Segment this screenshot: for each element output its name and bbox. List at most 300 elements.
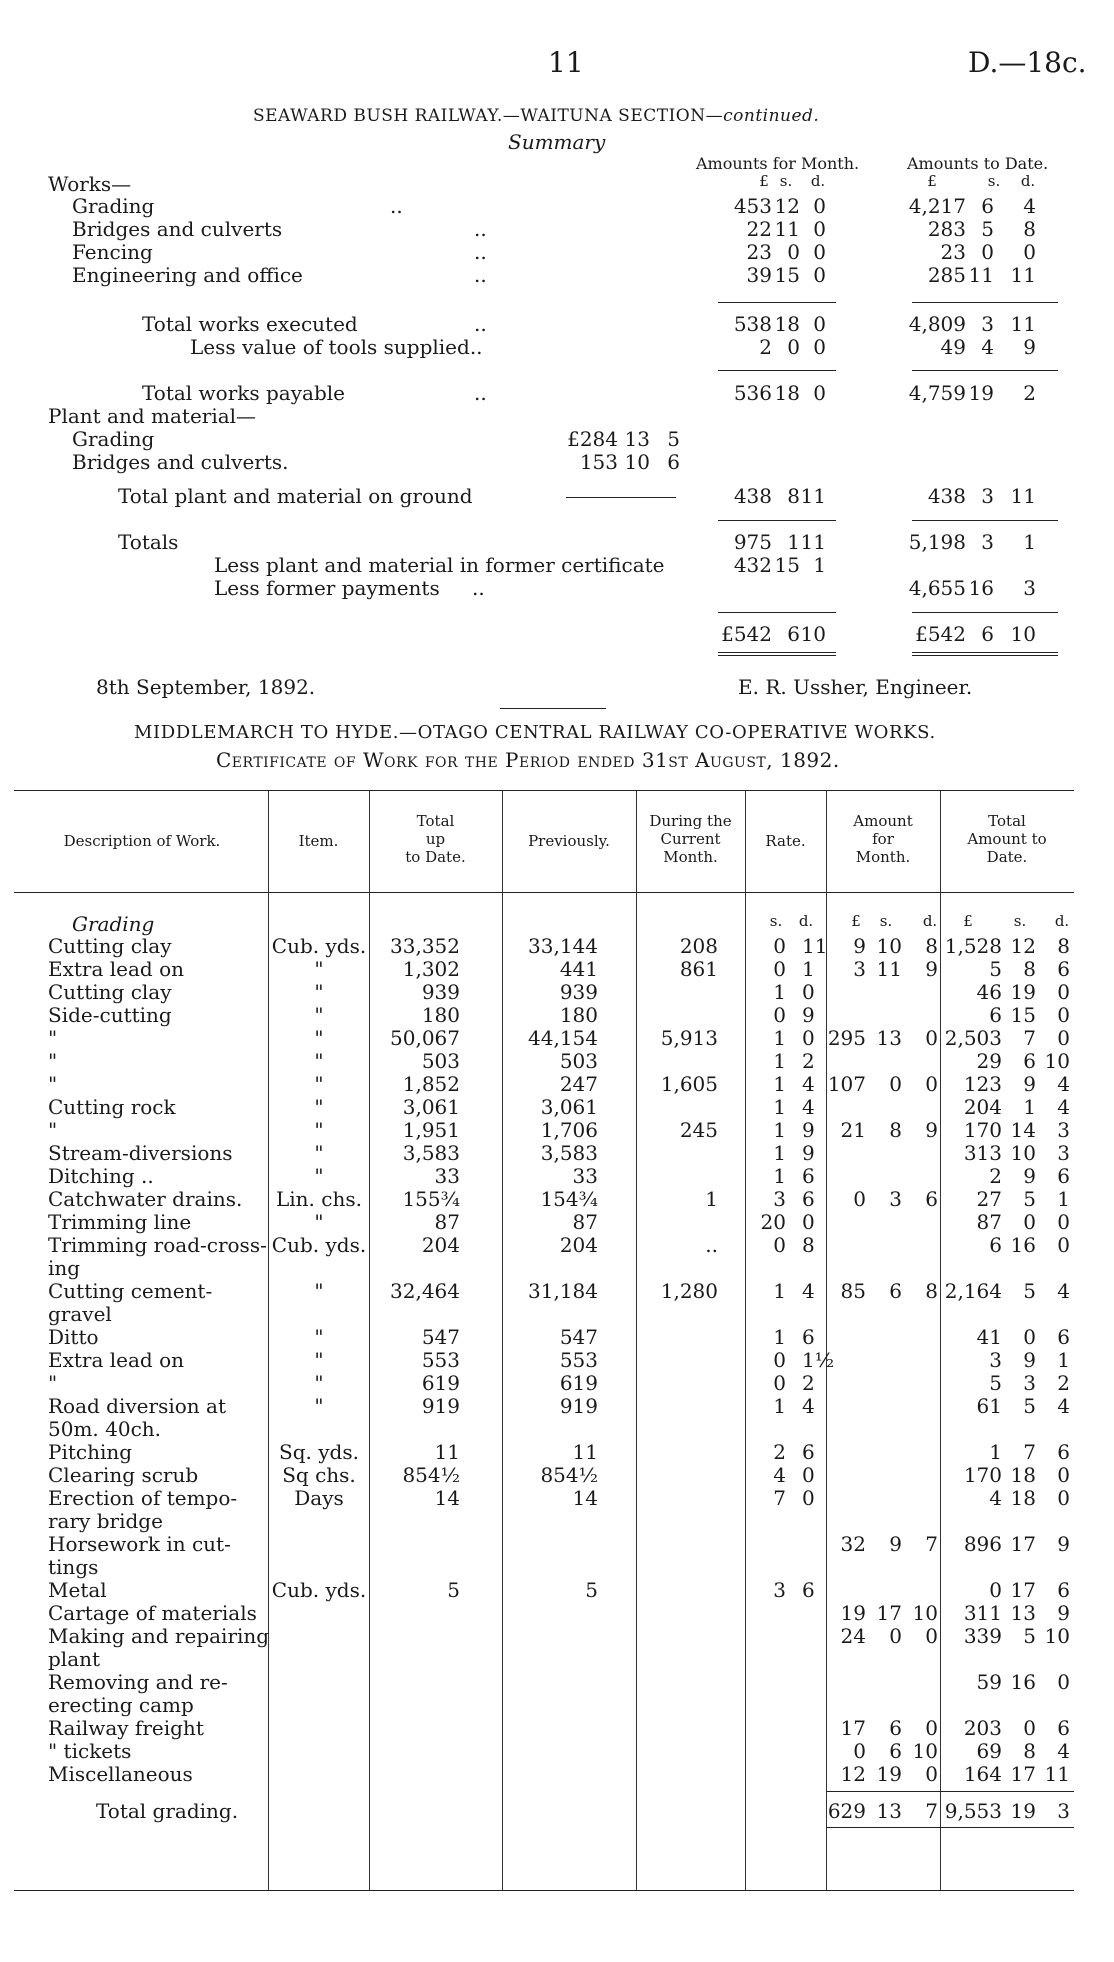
row-previously: 547 [559, 1325, 598, 1349]
row-rate-d: 9 [802, 1141, 815, 1165]
row-total-to-date: 87 [434, 1210, 460, 1234]
row-total-to-date: 503 [421, 1049, 460, 1073]
row-rate-d: 11 [802, 934, 828, 958]
row-item: " [314, 1210, 324, 1234]
row-description: Removing and re- [48, 1670, 228, 1694]
row-total-to-date: 939 [421, 980, 460, 1004]
row-description: Clearing scrub [48, 1463, 199, 1487]
row-total-amount-pounds: 69 [976, 1739, 1002, 1763]
row-rate-s: 0 [773, 934, 786, 958]
row-description: Trimming road-cross- [48, 1233, 267, 1257]
summary-row-dots: .. [474, 240, 487, 264]
row-rate-s: 3 [773, 1578, 786, 1602]
totals-month-pounds: 975 [733, 530, 772, 554]
summary-month-pounds: 39 [746, 263, 772, 287]
final-month-pence: 10 [800, 622, 826, 646]
total-rule-totamt [940, 1791, 1074, 1792]
final-date-shillings: 6 [981, 622, 994, 646]
header-previously: Previously. [528, 832, 610, 850]
row-total-to-date: 3,583 [402, 1141, 460, 1165]
row-description: " [48, 1371, 58, 1395]
row-rate-d: 0 [802, 980, 815, 1004]
total-grading-label: Total grading. [96, 1799, 239, 1823]
row-description: " tickets [48, 1739, 132, 1763]
row-rate-s: 1 [773, 1026, 786, 1050]
row-rate-s: 0 [773, 1348, 786, 1372]
row-total-amount-pence: 4 [1057, 1279, 1070, 1303]
total-executed-date-pounds: 4,809 [908, 312, 966, 336]
header-amount-0: Amount [853, 812, 913, 830]
row-total-to-date: 1,302 [402, 957, 460, 981]
rule-month-2 [718, 370, 836, 371]
row-amount-shillings: 6 [889, 1739, 902, 1763]
rate-lsd-s: s. [769, 912, 783, 930]
row-total-amount-shillings: 7 [1023, 1440, 1036, 1464]
row-previously: 11 [572, 1440, 598, 1464]
row-rate-d: 1½ [802, 1348, 835, 1372]
row-total-amount-pounds: 203 [963, 1716, 1002, 1740]
row-description: Pitching [48, 1440, 133, 1464]
row-total-to-date: 11 [434, 1440, 460, 1464]
row-total-to-date: 919 [421, 1394, 460, 1418]
plant-row-label: Bridges and culverts. [72, 450, 289, 474]
plant-amount-shillings: 13 [624, 427, 650, 451]
row-rate-d: 9 [802, 1003, 815, 1027]
summary-date-pounds: 4,217 [908, 194, 966, 218]
tot-lsd-2: d. [1054, 912, 1070, 930]
row-item: " [314, 1325, 324, 1349]
row-amount-pounds: 9 [853, 934, 866, 958]
header-total-amount-2: Date. [986, 848, 1028, 866]
total-totamt-shillings: 19 [1010, 1799, 1036, 1823]
row-total-amount-pounds: 311 [963, 1601, 1002, 1625]
row-description: Trimming line [48, 1210, 192, 1234]
row-previously: 919 [559, 1394, 598, 1418]
row-total-to-date: 14 [434, 1486, 460, 1510]
total-executed-date-pence: 11 [1010, 312, 1036, 336]
row-total-amount-pounds: 170 [963, 1118, 1002, 1142]
summary-row-dots: .. [390, 194, 403, 218]
row-amount-pence: 0 [925, 1624, 938, 1648]
row-total-to-date: 547 [421, 1325, 460, 1349]
row-rate-s: 1 [773, 1049, 786, 1073]
totals-month-shillings: 1 [787, 530, 800, 554]
row-rate-s: 20 [760, 1210, 786, 1234]
row-item: " [314, 1164, 324, 1188]
row-rate-s: 1 [773, 1072, 786, 1096]
row-total-amount-shillings: 5 [1023, 1624, 1036, 1648]
row-total-amount-shillings: 10 [1010, 1141, 1036, 1165]
row-rate-d: 4 [802, 1072, 815, 1096]
row-amount-shillings: 9 [889, 1532, 902, 1556]
row-total-amount-pence: 0 [1057, 1026, 1070, 1050]
row-rate-d: 6 [802, 1325, 815, 1349]
row-total-amount-shillings: 17 [1010, 1532, 1036, 1556]
totals-date-pounds: 5,198 [908, 530, 966, 554]
row-rate-s: 1 [773, 1279, 786, 1303]
row-total-amount-pence: 3 [1057, 1141, 1070, 1165]
row-total-amount-shillings: 18 [1010, 1486, 1036, 1510]
row-rate-d: 2 [802, 1049, 815, 1073]
final-month-pounds: £542 [721, 622, 772, 646]
summary-month-pounds: 22 [746, 217, 772, 241]
row-amount-pence: 10 [912, 1739, 938, 1763]
header-current-2: Month. [663, 848, 718, 866]
row-total-amount-shillings: 7 [1023, 1026, 1036, 1050]
row-previously: 854½ [540, 1463, 598, 1487]
certificate-title: MIDDLEMARCH TO HYDE.—OTAGO CENTRAL RAILWAY CO-OPERATIVE WORKS. [134, 722, 936, 743]
header-total-amount-0: Total [988, 812, 1026, 830]
summary-month-shillings: 11 [774, 217, 800, 241]
row-rate-d: 4 [802, 1394, 815, 1418]
row-total-amount-pounds: 896 [963, 1532, 1002, 1556]
row-total-amount-shillings: 17 [1010, 1762, 1036, 1786]
row-previously: 1,706 [540, 1118, 598, 1142]
row-total-to-date: 155¾ [402, 1187, 460, 1211]
row-total-to-date: 204 [421, 1233, 460, 1257]
row-amount-pounds: 32 [840, 1532, 866, 1556]
row-rate-s: 2 [773, 1440, 786, 1464]
row-total-to-date: 32,464 [390, 1279, 460, 1303]
row-description-cont: gravel [48, 1302, 112, 1326]
row-total-amount-pence: 0 [1057, 1463, 1070, 1487]
tot-lsd-1: s. [1013, 912, 1027, 930]
row-amount-shillings: 17 [876, 1601, 902, 1625]
lsd-header-month-1: s. [779, 172, 793, 190]
row-total-amount-shillings: 16 [1010, 1233, 1036, 1257]
row-current-month: .. [705, 1233, 718, 1257]
row-total-amount-pence: 6 [1057, 1578, 1070, 1602]
plant-amount-pence: 5 [667, 427, 680, 451]
row-total-amount-shillings: 9 [1023, 1164, 1036, 1188]
column-divider-4 [745, 790, 746, 1890]
row-previously: 87 [572, 1210, 598, 1234]
less-payments-label: Less former payments [214, 576, 440, 600]
row-description: Making and repairing [48, 1624, 270, 1648]
rule-month-5a [718, 652, 836, 653]
row-total-amount-pounds: 61 [976, 1394, 1002, 1418]
row-rate-d: 6 [802, 1440, 815, 1464]
row-description-cont: 50m. 40ch. [48, 1417, 162, 1441]
row-total-amount-pounds: 2,503 [944, 1026, 1002, 1050]
row-total-amount-pounds: 3 [989, 1348, 1002, 1372]
row-description: Cutting clay [48, 934, 172, 958]
less-tools-month-pounds: 2 [759, 335, 772, 359]
total-plant-date-shillings: 3 [981, 484, 994, 508]
row-amount-shillings: 6 [889, 1716, 902, 1740]
row-rate-d: 1 [802, 957, 815, 981]
row-rate-d: 8 [802, 1233, 815, 1257]
row-description: Catchwater drains. [48, 1187, 243, 1211]
row-description-cont: ing [48, 1256, 81, 1280]
less-plant-month-pence: 1 [813, 553, 826, 577]
tot-lsd-0: £ [963, 912, 973, 930]
header-total-2: to Date. [405, 848, 466, 866]
less-payments-dots: .. [472, 576, 485, 600]
row-description: Extra lead on [48, 957, 184, 981]
header-amount-2: Month. [855, 848, 911, 866]
row-description-cont: plant [48, 1647, 101, 1671]
row-total-amount-pounds: 4 [989, 1486, 1002, 1510]
row-total-to-date: 619 [421, 1371, 460, 1395]
row-total-amount-pence: 6 [1057, 1716, 1070, 1740]
row-current-month: 1,280 [660, 1279, 718, 1303]
col-header-date: Amounts to Date. [907, 154, 1049, 173]
row-rate-s: 0 [773, 1371, 786, 1395]
header-amount-1: for [872, 830, 894, 848]
lsd-header-month-0: £ [759, 172, 769, 190]
row-total-amount-shillings: 5 [1023, 1187, 1036, 1211]
row-total-to-date: 854½ [402, 1463, 460, 1487]
row-rate-s: 7 [773, 1486, 786, 1510]
header-current-0: During the [649, 812, 732, 830]
final-date-pence: 10 [1010, 622, 1036, 646]
total-executed-month-pence: 0 [813, 312, 826, 336]
row-item: " [314, 1279, 324, 1303]
total-payable-month-pounds: 536 [733, 381, 772, 405]
row-current-month: 861 [679, 957, 718, 981]
summary-row-dots: .. [474, 263, 487, 287]
row-total-to-date: 33 [434, 1164, 460, 1188]
summary-date-shillings: 11 [968, 263, 994, 287]
row-total-amount-pounds: 1 [989, 1440, 1002, 1464]
rate-lsd-d: d. [798, 912, 814, 930]
row-item: " [314, 1141, 324, 1165]
rule-month-3 [718, 520, 836, 521]
amt-lsd-1: s. [879, 912, 893, 930]
row-total-amount-pounds: 164 [963, 1762, 1002, 1786]
row-total-amount-shillings: 19 [1010, 980, 1036, 1004]
summary-date-shillings: 6 [981, 194, 994, 218]
row-total-amount-shillings: 9 [1023, 1348, 1036, 1372]
row-rate-s: 1 [773, 1325, 786, 1349]
summary-row-label: Engineering and office [72, 263, 303, 287]
rule-date-4 [912, 612, 1058, 613]
row-item: " [314, 1026, 324, 1050]
row-total-amount-pence: 6 [1057, 1164, 1070, 1188]
row-amount-shillings: 8 [889, 1118, 902, 1142]
totals-label: Totals [118, 530, 179, 554]
row-total-amount-shillings: 8 [1023, 1739, 1036, 1763]
row-item: Cub. yds. [271, 1233, 367, 1257]
row-previously: 204 [559, 1233, 598, 1257]
row-total-amount-pounds: 27 [976, 1187, 1002, 1211]
row-previously: 154¾ [540, 1187, 598, 1211]
row-description: Metal [48, 1578, 107, 1602]
lsd-header-date-2: d. [1020, 172, 1036, 190]
summary-row-label: Fencing [72, 240, 153, 264]
row-amount-shillings: 6 [889, 1279, 902, 1303]
row-rate-d: 0 [802, 1486, 815, 1510]
row-amount-pounds: 24 [840, 1624, 866, 1648]
row-total-amount-pence: 3 [1057, 1118, 1070, 1142]
plant-row-label: Grading [72, 427, 155, 451]
row-rate-s: 1 [773, 980, 786, 1004]
row-total-amount-pence: 4 [1057, 1072, 1070, 1096]
row-rate-d: 9 [802, 1118, 815, 1142]
row-amount-pence: 7 [925, 1532, 938, 1556]
row-amount-shillings: 0 [889, 1072, 902, 1096]
summary-month-pence: 0 [813, 263, 826, 287]
rule-date-5a [912, 652, 1058, 653]
row-total-amount-shillings: 13 [1010, 1601, 1036, 1625]
works-heading: Works— [48, 172, 132, 196]
row-amount-pounds: 85 [840, 1279, 866, 1303]
plant-heading: Plant and material— [48, 404, 257, 428]
less-plant-month-shillings: 15 [774, 553, 800, 577]
row-total-amount-shillings: 12 [1010, 934, 1036, 958]
row-total-to-date: 553 [421, 1348, 460, 1372]
plant-amount-pence: 6 [667, 450, 680, 474]
row-total-amount-shillings: 17 [1010, 1578, 1036, 1602]
rule-date-2 [912, 370, 1058, 371]
row-total-amount-pence: 6 [1057, 1325, 1070, 1349]
summary-date-pounds: 23 [940, 240, 966, 264]
total-payable-date-shillings: 19 [968, 381, 994, 405]
row-amount-pounds: 12 [840, 1762, 866, 1786]
row-current-month: 208 [679, 934, 718, 958]
less-tools-date-pence: 9 [1023, 335, 1036, 359]
summary-row-dots: .. [474, 217, 487, 241]
row-rate-d: 4 [802, 1095, 815, 1119]
row-description: Cartage of materials [48, 1601, 257, 1625]
row-rate-d: 0 [802, 1463, 815, 1487]
row-total-amount-shillings: 9 [1023, 1072, 1036, 1096]
summary-month-shillings: 0 [787, 240, 800, 264]
total-payable-label: Total works payable [142, 381, 345, 405]
row-total-amount-pence: 4 [1057, 1095, 1070, 1119]
row-total-amount-shillings: 14 [1010, 1118, 1036, 1142]
row-total-amount-pounds: 29 [976, 1049, 1002, 1073]
total-plant-month-pence: 11 [800, 484, 826, 508]
row-current-month: 1,605 [660, 1072, 718, 1096]
row-previously: 180 [559, 1003, 598, 1027]
row-previously: 33,144 [528, 934, 598, 958]
row-total-amount-pence: 10 [1044, 1049, 1070, 1073]
row-amount-pounds: 17 [840, 1716, 866, 1740]
total-plant-month-shillings: 8 [787, 484, 800, 508]
row-description: Side-cutting [48, 1003, 172, 1027]
plant-amount-pounds: 153 [579, 450, 618, 474]
row-total-amount-shillings: 5 [1023, 1394, 1036, 1418]
row-amount-pounds: 295 [827, 1026, 866, 1050]
row-amount-shillings: 0 [889, 1624, 902, 1648]
amt-lsd-2: d. [922, 912, 938, 930]
row-total-amount-pence: 1 [1057, 1187, 1070, 1211]
row-total-amount-pence: 0 [1057, 1210, 1070, 1234]
row-amount-pence: 8 [925, 1279, 938, 1303]
row-amount-pence: 10 [912, 1601, 938, 1625]
header-rate: Rate. [765, 832, 806, 850]
row-total-amount-shillings: 6 [1023, 1049, 1036, 1073]
row-total-amount-pence: 1 [1057, 1348, 1070, 1372]
row-rate-s: 0 [773, 1003, 786, 1027]
row-amount-pence: 9 [925, 1118, 938, 1142]
less-payments-date-pounds: 4,655 [908, 576, 966, 600]
row-item: " [314, 957, 324, 981]
row-item: Cub. yds. [271, 1578, 367, 1602]
row-previously: 33 [572, 1164, 598, 1188]
total-executed-month-shillings: 18 [774, 312, 800, 336]
summary-month-shillings: 12 [774, 194, 800, 218]
page-number: 11 [548, 46, 584, 79]
row-total-amount-shillings: 15 [1010, 1003, 1036, 1027]
row-description: Stream-diversions [48, 1141, 233, 1165]
row-amount-pence: 8 [925, 934, 938, 958]
summary-month-pounds: 23 [746, 240, 772, 264]
row-amount-pence: 6 [925, 1187, 938, 1211]
less-tools-month-shillings: 0 [787, 335, 800, 359]
row-rate-s: 0 [773, 957, 786, 981]
row-item: Sq chs. [282, 1463, 356, 1487]
row-description-cont: erecting camp [48, 1693, 194, 1717]
row-description: " [48, 1118, 58, 1142]
rule-plant [566, 497, 676, 498]
summary-date-pounds: 285 [927, 263, 966, 287]
row-total-amount-pounds: 2 [989, 1164, 1002, 1188]
row-current-month: 245 [679, 1118, 718, 1142]
row-rate-d: 0 [802, 1210, 815, 1234]
row-description: " [48, 1072, 58, 1096]
row-amount-shillings: 19 [876, 1762, 902, 1786]
summary-month-shillings: 15 [774, 263, 800, 287]
total-plant-date-pence: 11 [1010, 484, 1036, 508]
summary-date-shillings: 0 [981, 240, 994, 264]
row-rate-s: 4 [773, 1463, 786, 1487]
table-top-rule [14, 790, 1074, 791]
row-total-amount-pence: 9 [1057, 1532, 1070, 1556]
less-tools-month-pence: 0 [813, 335, 826, 359]
row-total-amount-pence: 6 [1057, 957, 1070, 981]
total-under-rule-a [826, 1827, 940, 1828]
row-total-amount-shillings: 18 [1010, 1463, 1036, 1487]
row-total-amount-shillings: 16 [1010, 1670, 1036, 1694]
less-tools-date-shillings: 4 [981, 335, 994, 359]
row-description: Cutting cement- [48, 1279, 213, 1303]
row-amount-pence: 0 [925, 1072, 938, 1096]
rule-month-4 [718, 612, 836, 613]
row-total-amount-pence: 4 [1057, 1739, 1070, 1763]
less-plant-month-pounds: 432 [733, 553, 772, 577]
rule-date-5b [912, 655, 1058, 656]
total-totamt-pounds: 9,553 [944, 1799, 1002, 1823]
row-total-amount-pence: 4 [1057, 1394, 1070, 1418]
total-amount-shillings: 13 [876, 1799, 902, 1823]
total-under-rule-b [940, 1827, 1074, 1828]
row-total-amount-pence: 9 [1057, 1601, 1070, 1625]
row-total-amount-pounds: 6 [989, 1233, 1002, 1257]
col-header-month: Amounts for Month. [696, 154, 860, 173]
less-tools-date-pounds: 49 [940, 335, 966, 359]
row-description: Ditching .. [48, 1164, 154, 1188]
summary-month-pence: 0 [813, 240, 826, 264]
row-item: " [314, 1394, 324, 1418]
row-item: " [314, 1118, 324, 1142]
row-description: Ditto [48, 1325, 99, 1349]
row-amount-shillings: 13 [876, 1026, 902, 1050]
row-total-amount-pence: 6 [1057, 1440, 1070, 1464]
row-total-amount-pounds: 204 [963, 1095, 1002, 1119]
row-previously: 441 [559, 957, 598, 981]
total-payable-date-pounds: 4,759 [908, 381, 966, 405]
row-total-amount-shillings: 5 [1023, 1279, 1036, 1303]
rule-date [912, 302, 1058, 303]
row-rate-d: 0 [802, 1026, 815, 1050]
header-description: Description of Work. [63, 832, 221, 850]
row-description-cont: tings [48, 1555, 99, 1579]
plant-amount-pounds: £284 [567, 427, 618, 451]
row-total-to-date: 3,061 [402, 1095, 460, 1119]
